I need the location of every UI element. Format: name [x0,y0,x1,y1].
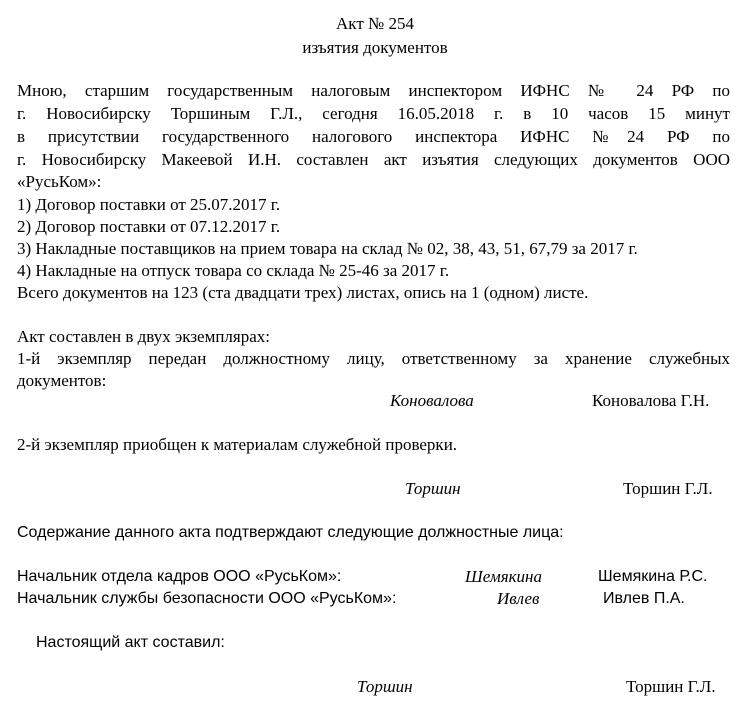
composer-signature: Торшин [357,677,413,696]
total-documents-line: Всего документов на 123 (ста двадцати трех) листах, опись на 1 (одном) листе. [17,283,589,302]
intro-line: «РусьКом»: [17,172,102,191]
first-copy-line: документов: [17,371,107,390]
first-copy-name: Коновалова Г.Н. [592,391,710,410]
official-position: Начальник отдела кадров ООО «РусьКом»: [17,568,342,585]
official-signature: Шемякина [465,567,542,586]
document-title: Акт № 254 [336,14,414,33]
official-signature: Ивлев [497,589,540,608]
second-copy-name: Торшин Г.Л. [623,479,713,498]
document-list-item: 2) Договор поставки от 07.12.2017 г. [17,217,281,236]
intro-line: Мною, старшим государственным налоговым инспектором ИФНС № 24 РФ по [17,81,730,100]
document-list-item: 1) Договор поставки от 25.07.2017 г. [17,195,281,214]
official-name: Ивлев П.А. [603,590,685,607]
copies-heading: Акт составлен в двух экземплярах: [17,327,271,346]
intro-line: г. Новосибирску Макеевой И.Н. составлен акт изъятия следующих документов ООО [17,150,730,169]
second-copy-line: 2-й экземпляр приобщен к материалам служебной проверки. [17,435,458,454]
official-position: Начальник службы безопасности ООО «РусьКом»: [17,590,397,607]
composer-name: Торшин Г.Л. [626,677,716,696]
document-list-item: 4) Накладные на отпуск товара со склада № 25-46 за 2017 г. [17,261,450,280]
composer-label: Настоящий акт составил: [36,634,225,651]
intro-line: г. Новосибирску Торшиным Г.Л., сегодня 16.05.2018 г. в 10 часов 15 минут [17,104,730,123]
document-subtitle: изъятия документов [302,38,448,57]
document-list-item: 3) Накладные поставщиков на прием товара на склад № 02, 38, 43, 51, 67,79 за 2017 г. [17,239,638,258]
official-name: Шемякина Р.С. [598,568,708,585]
second-copy-signature: Торшин [405,479,461,498]
first-copy-signature: Коновалова [390,391,474,410]
first-copy-line: 1-й экземпляр передан должностному лицу, ответственному за хранение служебных [17,349,730,368]
confirmation-heading: Содержание данного акта подтверждают следующие должностные лица: [17,524,564,541]
intro-line: в присутствии государственного налогового инспектора ИФНС №24 РФ по [17,127,730,146]
